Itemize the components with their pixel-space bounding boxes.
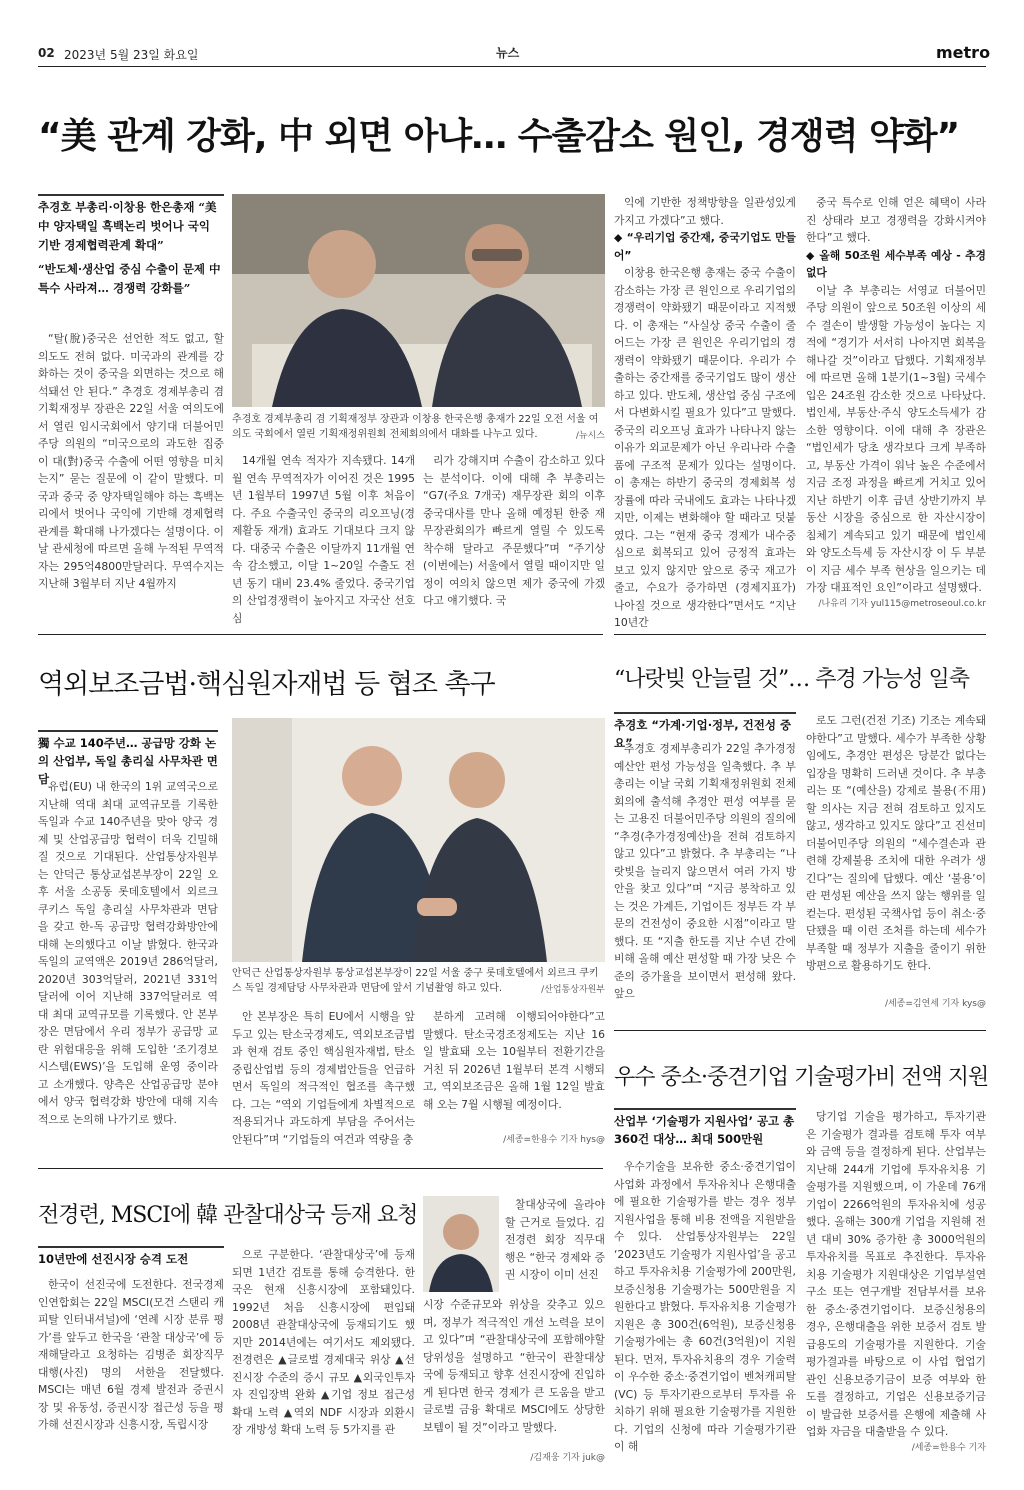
a2-col-3 <box>423 1008 605 1128</box>
a1-col-5b-text: 이날 추 부총리는 서영교 더불어민주당 의원이 앞으로 50조원 이상의 세수 결손이 발생할 가능성이 높다는 지적에 “경기가 서서히 나아지면 회복을 해나갈 것”이라고 답했다. 기획재정부에 따르면 올해 1분기(1~3월) 국세수입은 24조원 감소한 것으로 나타났다. 법인세, 부동산·주식 양도소득세가 감소한 영향이다. 이에 대해 추 장관은 “법인세가 당초 생각보다 크게 부족하고, 부동산 가격이 워낙 높은 수준에서 지금 조정 과정을 빠르게 거치고 있어 지난 하반기 이후 급년 상반기까지 부동산 시장을 중심으로 한 자산시장이 침체기 계속되고 있기 때문에 법인세와 양도소득세 등 자산시장 이 두 부분이 지금 세수 부족 현상을 일으키는 데 가장 대표적인 요인”이라고 설명했다. <box>806 283 986 594</box>
a4-col-1 <box>38 1276 224 1466</box>
page-number: 02 <box>38 46 55 60</box>
section-name: 뉴스 <box>496 46 520 60</box>
a4-subhead: 10년만에 선진시장 승격 도전 <box>38 1246 224 1268</box>
a1-subhead-1: 추경호 부총리·이창용 한은총재 “美中 양자택일 흑백논리 벗어나 국익 기반 경제협력관계 확대” <box>38 194 224 255</box>
a2-col-1-text: 유럽(EU) 내 한국의 1위 교역국으로 지난해 역대 최대 교역규모를 기록한 독일과 수교 140주년을 맞아 양국 경제 및 산업공급망 협력이 더욱 긴밀해질 것으로 기대된다. 산업통상자원부는 안덕근 통상교섭본부장이 22일 오후 서울 소공동 롯데호텔에서 외르크 쿠키스 독일 총리실 사무차관과 면담을 갖고 한-독 공급망 협력강화방안에 대해 논의했다고 이날 밝혔다. 한국과 독일의 교역액은 2019년 286억달러, 2020년 303억달러, 2021년 331억달러에 이어 지난해 337억달러로 역대 최대 교역규모를 기록했다. 안 본부장은 면담에서 우리 정부가 공급망 교란 위험대응을 위해 도입한 ‘조기경보시스템(EWS)’을 도입해 운영 중이라고 소개했다. 양측은 산업공급망 분야에서 양국 협력강화 방안에 대해 지속적으로 논의해 나가기로 했다. <box>38 780 218 1126</box>
a1-headline: “美 관계 강화, 中 외면 아냐… 수출감소 원인, 경쟁력 약화” <box>38 116 960 157</box>
a1-byline: /나유리 기자 yul115@metroseoul.co.kr <box>818 599 986 609</box>
a4-col-2 <box>232 1246 415 1466</box>
a1-col-4 <box>614 194 796 629</box>
divider-2 <box>614 634 986 635</box>
a2-photo-caption: 안덕근 산업통상자원부 통상교섭본부장이 22일 서울 중구 롯데호텔에서 외르크 쿠키스 독일 경제담당 사무차관과 면담에 앞서 기념촬영 하고 있다. <box>232 968 599 994</box>
a4-col-3a <box>505 1196 605 1292</box>
a1-col-5a-text: 중국 특수로 인해 얻은 혜택이 사라진 상태라 보고 경쟁력을 강화시켜야 한다”고 했다. <box>806 196 986 244</box>
a1-col-1-text: “탈(脫)중국은 선언한 적도 없고, 할 의도도 전혀 없다. 미국과의 관계를 강화하는 것이 중국을 외면하는 것으로 해석돼선 안 된다.” 추경호 경제부총리 겸 기획재정부 장관은 22일 서울 여의도에서 열린 임시국회에서 양기대 더불어민주당 의원의 “미국으로의 과도한 집중이 대(對)중국 수출에 어떤 영향을 미치는지” 묻는 질문에 이 같이 말했다. 미국과 중국 중 양자택일해야 하는 흑백논리에서 벗어나 국익에 기반해 경제협력관계를 확대해 나가겠다는 설명이다. 이날 관세청에 따르면 올해 누적된 무역적자는 295억4800만달러다. 무역수지는 지난해 3월부터 지난 4월까지 <box>38 332 224 590</box>
a3-col-2 <box>806 712 986 994</box>
a2-photo <box>232 718 605 962</box>
a1-col-5 <box>806 194 986 592</box>
a2-subhead: 獨 수교 140주년… 공급망 강화 논의 산업부, 독일 총리실 사무차관 면담 <box>38 730 218 788</box>
a1-subhead-2: “반도체·생산업 중심 수출이 문제 中특수 사라져… 경쟁력 강화를” <box>38 262 221 295</box>
divider-3 <box>614 1030 986 1031</box>
brand-logo: metro <box>936 43 991 62</box>
a4-headline: 전경련, MSCI에 韓 관찰대상국 등재 요청 <box>38 1203 418 1228</box>
a1-col-4b-text: 이창용 한국은행 총재는 중국 수출이 감소하는 가장 큰 원인으로 우리기업의 경쟁력이 약화됐기 때문이라고 지적했다. 이 총재는 “사실상 중국 수출이 줄어드는 가장 큰 원인은 우리기업의 경쟁력이 약화됐기 때문이다. 우리가 수출하는 중간재를 중국기업도 많이 생산하고 있다. 반도체, 생산업 중심 구조에서 다변화시킬 필요가 있다”고 말했다. 중국의 리오프닝 효과가 나타나지 않는 이유가 외교문제가 아닌 우리나라 수출품에 구조적 문제가 있다는 설명이다. 이 총재는 하반기 중국의 경제회복 성장률에 따라 국내에도 효과는 나타나겠지만, 이제는 변화해야 할 때라고 덧붙였다. 그는 “현재 중국 경제가 내수중심으로 회복되고 있어 긍정적 효과는 보고 있지 않지만 앞으로 중국 재고가 줄고, 수요가 증가하면 (경제지표가) 나아질 것으로 생각한다”면서도 “지난 10년간 <box>614 266 796 629</box>
divider-4 <box>38 1168 603 1169</box>
a2-photo-credit: /산업통상자원부 <box>541 985 605 995</box>
a4-col-2-text: 으로 구분한다. ‘관찰대상국’에 등재되면 1년간 검토를 통해 승격한다. 한국은 현재 신흥시장에 포함돼있다. 1992년 처음 신흥시장에 편입돼 2008년 관찰대상국에 등재되기도 했지만 2014년에는 여기서도 제외됐다. 전경련은 ▲글로벌 경제대국 위상 ▲선진시장 수준의 증시 규모 ▲외국인투자자 진입장벽 완화 ▲기업 정보 접근성 확대 노력 ▲역외 NDF 시장과 외환시장 개방성 확대 노력 등 5가지를 관 <box>232 1248 415 1436</box>
a3-col-2-text: 로도 그런(건전 기조) 기조는 계속돼야한다”고 말했다. 세수가 부족한 상황임에도, 추경안 편성은 당분간 없다는 입장을 명확히 드러낸 것이다. 추 부총리는 또 “(예산을) 강제로 불용(不用)할 의사는 지금 전혀 검토하고 있지도 않고, 생각하고 있지도 않다”고 진선미 더불어민주당 의원의 “세수결손과 관련해 강제불용 조치에 대한 우려가 생긴다”는 질의에 답했다. 예산 ‘불용’이란 편성된 예산을 쓰지 않는 행위를 일컫는다. 편성된 국책사업 등이 취소·중단됐을 때 이런 조처를 하는데 세수가 부족할 때 정부가 지출을 줄이기 위한 방편으로 활용하기도 한다. <box>806 714 986 972</box>
a1-photo-credit: /뉴시스 <box>575 431 605 441</box>
a4-col-1-text: 한국이 선진국에 도전한다. 전국경제인연합회는 22일 MSCI(모건 스탠리 캐피탈 인터내셔널)에 ‘연례 시장 분류 평가’를 앞두고 한국을 ‘관찰 대상국’에 등재해달라고 요청하는 김병준 회장직무대행(사진) 명의 서한을 전달했다. MSCI는 매년 6월 경제 발전과 증권시장 및 유동성, 증권시장 접근성 등을 평가해 선진시장과 신흥시장, 독립시장 <box>38 1278 224 1431</box>
a1-col-5-heading: ◆ 올해 50조원 세수부족 예상 - 추경없다 <box>806 248 986 279</box>
a5-col-2 <box>806 1108 986 1440</box>
divider-1 <box>38 634 603 635</box>
a3-col-1 <box>614 740 796 1010</box>
issue-date: 2023년 5월 23일 화요일 <box>64 48 199 62</box>
a1-col-1 <box>38 330 224 610</box>
a4-byline: /김재웅 기자 juk@ <box>530 1453 605 1463</box>
a1-col-2-text: 14개월 연속 적자가 지속됐다. 14개월 연속 무역적자가 이어진 것은 1995년 1월부터 1997년 5월 이후 처음이다. 주요 수출국인 중국의 리오프닝(경제활동 재개) 효과도 기대보다 크지 않다. 대중국 수출은 이달까지 11개월 연속 감소했고, 이달 1~20일 수출도 전년 동기 대비 23.4% 줄었다. 중국기업의 산업경쟁력이 높아지고 자국산 선호심 <box>232 454 415 625</box>
a1-photo <box>232 194 605 407</box>
a3-headline: “나랏빚 안늘릴 것”… 추경 가능성 일축 <box>614 667 969 692</box>
a3-col-1-text: 추경호 경제부총리가 22일 추가경정예산안 편성 가능성을 일축했다. 추 부총리는 이날 국회 기획재정위원회 전체 회의에 출석해 추경안 편성 여부를 묻는 고용진 더불어민주당 의원의 질의에 “추경(추가경정예산)을 전혀 검토하지 않고 있다”고 밝혔다. 추 부총리는 “나랏빚을 늘리지 않으면서 여러 가지 방안을 찾고 있다”며 “지금 봉착하고 있는 것은 가계든, 기업이든 정부든 각 부문의 건전성이 중요한 시점”이라고 말했다. 또 “지출 한도를 지난 수년 간에 비해 올해 예산 편성할 때 가장 낮은 수준의 증가율을 보이면서 편성해 왔다. 앞으 <box>614 742 796 1000</box>
a1-col-3-text: 리가 강해지며 수출이 감소하고 있다는 분석이다. 이에 대해 추 부총리는 “G7(주요 7개국) 재무장관 회의 이후 중국대사를 만나 올해 예정된 한중 재무장관회의가 빠르게 열릴 수 있도록 착수해 달라고 주문했다”며 “주기상 (이번에는) 서울에서 열릴 때이지만 일정이 여의치 않으면 제가 중국에 가겠다고 얘기했다. 국 <box>423 454 605 607</box>
a5-subhead: 산업부 ‘기술평가 지원사업’ 공고 총 360건 대상… 최대 500만원 <box>614 1108 796 1148</box>
header-rule <box>38 66 986 67</box>
a1-col-4a-text: 익에 기반한 정책방향을 일관성있게 가지고 가겠다”고 했다. <box>614 196 796 227</box>
a5-col-2-text: 당기업 기술을 평가하고, 투자기관은 기술평가 결과를 검토해 투자 여부와 금액 등을 결정하게 된다. 산업부는 지난해 244개 기업에 투자유치용 기술평가를 지원했으며, 이 가운데 76개 기업이 2266억원의 투자유치에 성공했다. 올해는 300개 기업을 지원해 전년 대비 30% 증가한 총 3000억원의 투자유치를 목표로 추진한다. 투자유치용 기술평가 지원대상은 기업부설연구소 또는 연구개발 전담부서를 보유한 중소·중견기업이다. 보증신청용의 경우, 은행대출을 위한 보증서 검토 발급용도의 기술평가를 지원한다. 기술평가결과를 바탕으로 이 사업 협업기관인 신용보증기금이 보증 여부와 한도를 결정하고, 기업은 신용보증기금이 발급한 보증서를 은행에 제출해 사업화 자금을 대출받을 수 있다. <box>806 1110 986 1438</box>
a2-col-2 <box>232 1008 415 1150</box>
a3-byline: /세종=김연세 기자 kys@ <box>884 999 986 1009</box>
a4-col-3b <box>423 1296 605 1444</box>
a3-subhead: 추경호 “가계·기업·정부, 건전성 중요” <box>614 712 796 752</box>
a2-col-2-text: 안 본부장은 특히 EU에서 시행을 앞두고 있는 탄소국경제도, 역외보조금법과 현재 검토 중인 핵심원자재법, 탄소중립산업법 등의 경제법안들을 언급하면서 독일의 적극적인 협조를 촉구했다. 그는 “역외 기업들에게 차별적으로 적용되거나 과도하게 부담을 주어서는 안된다”며 “기업들의 여건과 역량을 충 <box>232 1010 415 1146</box>
a1-col-4-heading: ◆ “우리기업 중간재, 중국기업도 만들어” <box>614 231 796 262</box>
a1-col-3 <box>423 452 605 610</box>
a2-col-1 <box>38 778 218 1150</box>
a5-col-1-text: 우수기술을 보유한 중소·중견기업이 사업화 과정에서 투자유치나 은행대출에 필요한 기술평가를 받는 경우 정부지원사업을 통해 비용 전액을 지원받을 수 있다. 산업통상자원부는 22일 ‘2023년도 기술평가 지원사업’을 공고하고 투자유치용 기술평가에 200만원, 보증신청용 기술평가는 500만원을 지원한다고 밝혔다. 투자유치용 기술평가 지원은 총 300건(6억원), 보증신청용 기술평가에는 총 60건(3억원)이 지원된다. 먼저, 투자유치용의 경우 기술력이 우수한 중소·중견기업이 벤처캐피탈(VC) 등 투자기관으로부터 투자를 유치하기 위해 필요한 기술평가를 지원한다. 기업의 신청에 따라 기술평가기관이 해 <box>614 1160 796 1453</box>
a4-portrait <box>423 1196 499 1292</box>
a2-byline: /세종=한용수 기자 hys@ <box>503 1135 605 1145</box>
a2-headline: 역외보조금법·핵심원자재법 등 협조 촉구 <box>38 669 495 700</box>
a5-byline: /세종=한용수 기자 <box>911 1443 986 1453</box>
a2-col-3-text: 분하게 고려해 이행되어야한다”고 말했다. 탄소국경조정제도는 지난 16일 발효돼 오는 10월부터 전환기간을 거친 뒤 2026년 1월부터 본격 시행되고, 역외보조금은 올해 1월 12일 발효해 오는 7월 시행될 예정이다. <box>423 1010 605 1111</box>
a5-col-1 <box>614 1158 796 1458</box>
a1-col-2 <box>232 452 415 625</box>
a1-photo-caption: 추경호 경제부총리 겸 기획재정부 장관과 이창용 한국은행 총재가 22일 오전 서울 여의도 국회에서 열린 기획재정위원회 전체회의에서 대화를 나누고 있다. <box>232 414 599 440</box>
a4-col-3-cont: 시장 수준규모와 위상을 갖추고 있으며, 정부가 적극적인 개선 노력을 보이고 있다”며 “관찰대상국에 포함해야할 당위성을 설명하고 “한국이 관찰대상국에 등재되고 향후 선진시장에 진입하게 된다면 한국 경제가 큰 도움을 받고 글로벌 금융 확대로 MSCI에도 상당한 보템이 될 것”이라고 말했다. <box>423 1298 605 1434</box>
a4-col-3-text: 찰대상국에 올라야할 근거로 들었다. 김 전경련 회장 직무대행은 “한국 경제와 증권 시장이 이미 선진 <box>505 1198 605 1281</box>
a5-headline: 우수 중소·중견기업 기술평가비 전액 지원 <box>614 1065 989 1090</box>
